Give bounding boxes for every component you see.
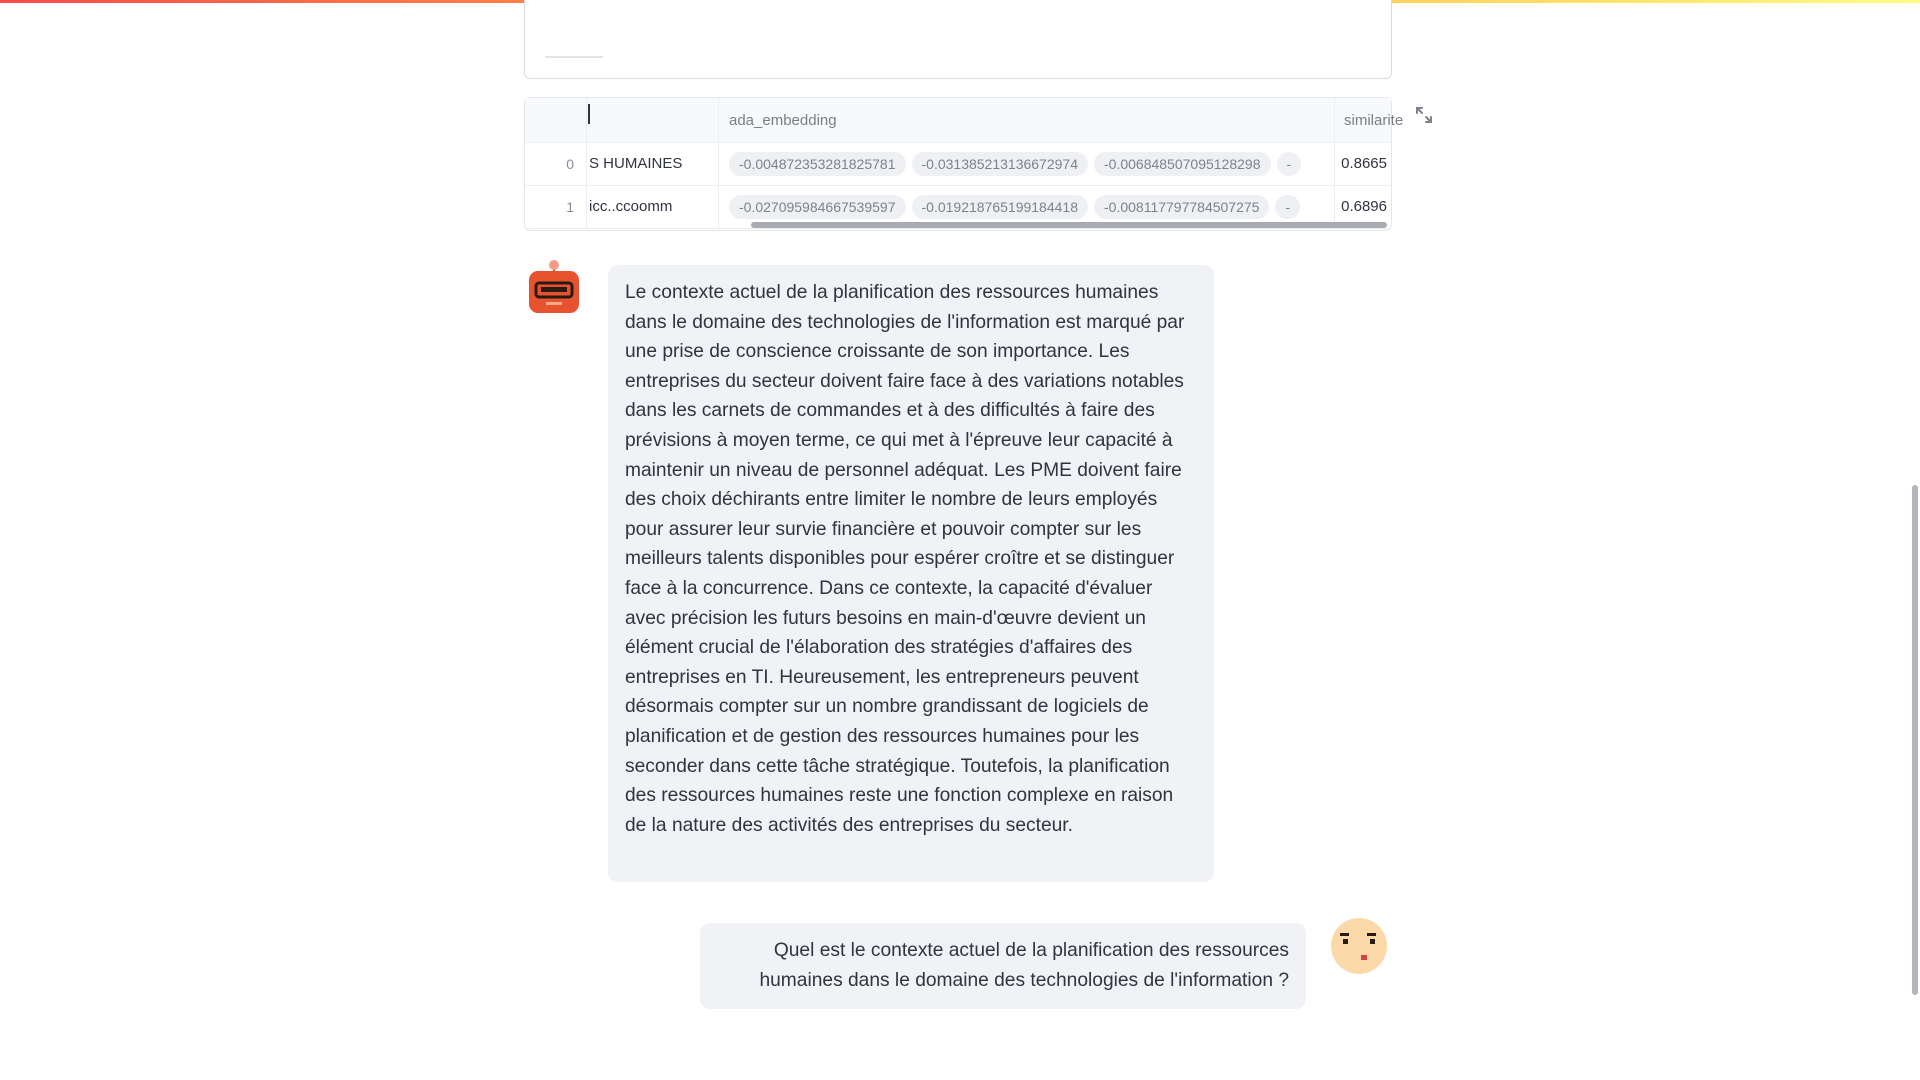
similarite-cell[interactable]: 0.8665	[1341, 155, 1387, 172]
embedding-value: -	[1277, 152, 1302, 176]
similarite-cell[interactable]: 0.6896	[1341, 198, 1387, 215]
row-index: 0	[525, 142, 587, 185]
row-index: 1	[525, 185, 587, 228]
embedding-value: -0.006848507095128298	[1094, 152, 1271, 176]
header-index	[525, 98, 587, 142]
embedding-value: -	[1275, 195, 1300, 219]
embedding-cell[interactable]	[719, 142, 1335, 185]
table-header-row	[525, 98, 1404, 143]
header-name[interactable]	[587, 98, 719, 142]
dataframe-table[interactable]	[524, 97, 1404, 231]
table-horizontal-scrollbar[interactable]	[751, 222, 1387, 228]
robot-avatar-icon	[526, 258, 582, 316]
assistant-message: Le contexte actuel de la planification des ressources humaines dans le domaine des technologies de l'information est marqué par une prise de conscience croissante de son importance. Les entreprises du secteur doivent faire face à des variations notables dans les carnets de commandes et à des difficultés à faire des prévisions à moyen terme, ce qui met à l'épreuve leur capacité à maintenir un niveau de personnel adéquat. Les PME doivent faire des choix déchirants entre limiter le nombre de leurs employés pour assurer leur survie financière et pouvoir compter sur les meilleurs talents disponibles pour espérer croître et se distinguer face à la concurrence. Dans ce contexte, la capacité d'évaluer avec précision les futurs besoins en main-d'œuvre devient un élément crucial de l'élaboration des stratégies d'affaires des entreprises en TI. Heureusement, les entrepreneurs peuvent désormais compter sur un nombre grandissant de logiciels de planification et de gestion des ressources humaines pour les seconder dans cette tâche stratégique. Toutefois, la planification des ressources humaines reste une fonction complexe en raison de la nature des activités des entreprises du secteur.	[608, 265, 1214, 882]
header-similarite[interactable]: similarite	[1344, 111, 1404, 129]
expand-icon[interactable]	[1413, 104, 1435, 126]
previous-element-fragment	[545, 56, 603, 58]
embedding-value: -0.027095984667539597	[729, 195, 906, 219]
table-row[interactable]	[525, 142, 1391, 186]
embedding-value: -0.031385213136672974	[912, 152, 1089, 176]
header-ada-embedding[interactable]: ada_embedding	[719, 98, 1335, 142]
previous-element-container	[524, 0, 1392, 79]
user-face-avatar-icon	[1330, 917, 1388, 975]
user-message: Quel est le contexte actuel de la planification des ressources humaines dans le domaine des technologies de l'information ?	[700, 923, 1306, 1009]
name-cell[interactable]: icc..ccoomm	[587, 185, 719, 228]
embedding-value: -0.008117797784507275	[1094, 195, 1269, 219]
embedding-value: -0.019218765199184418	[912, 195, 1089, 219]
name-cell[interactable]: S HUMAINES	[587, 142, 719, 185]
embedding-value: -0.004872353281825781	[729, 152, 906, 176]
page-vertical-scrollbar[interactable]	[1912, 485, 1918, 995]
